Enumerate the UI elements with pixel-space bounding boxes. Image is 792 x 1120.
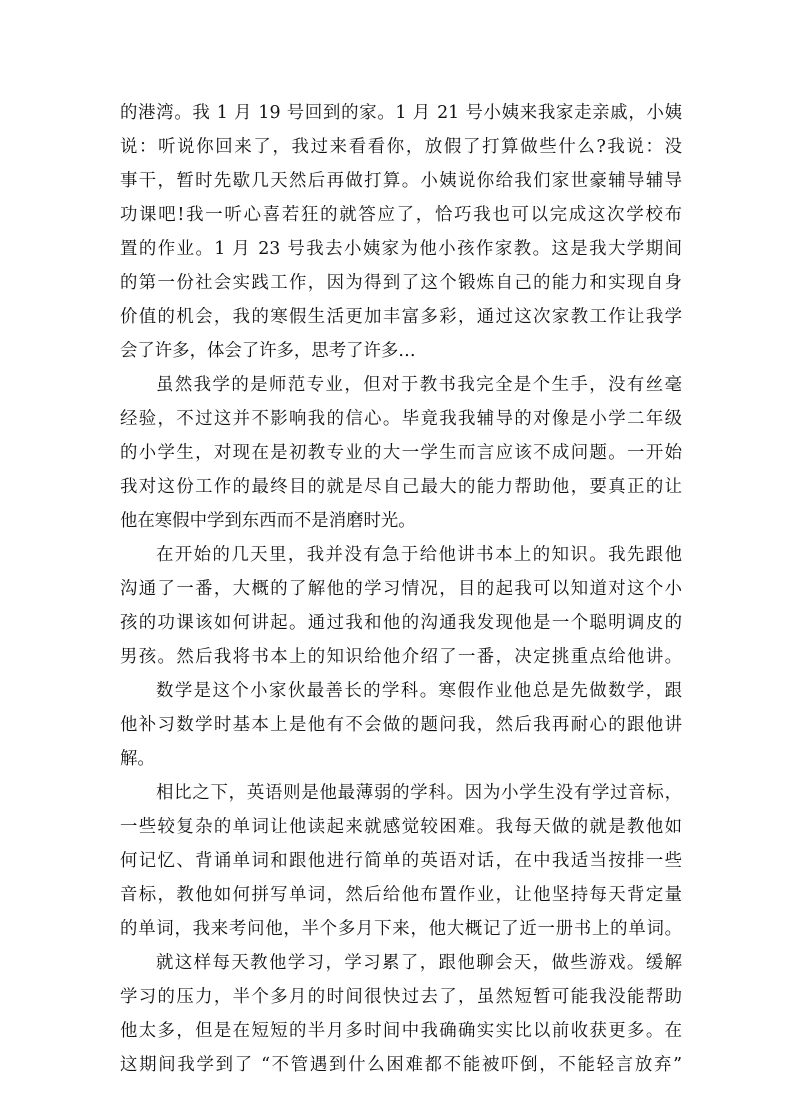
text-line: 一些较复杂的单词让他读起来就感觉较困难。我每天做的就是教他如	[120, 817, 682, 837]
document-page	[120, 96, 682, 1082]
text-line: 虽然我学的是师范专业，但对于教书我完全是个生手，没有丝毫	[156, 375, 682, 395]
text-line: 解。	[120, 749, 155, 769]
paragraph-6	[120, 946, 682, 1082]
text-line: 相比之下，英语则是他最薄弱的学科。因为小学生没有学过音标，	[156, 783, 682, 803]
text-line: 沟通了一番，大概的了解他的学习情况，目的起我可以知道对这个小	[120, 579, 682, 599]
paragraph-2	[120, 368, 682, 538]
text-line: 经验，不过这并不影响我的信心。毕竟我我辅导的对像是小学二年级	[120, 409, 682, 429]
text-line: 这期间我学到了 “不管遇到什么困难都不能被吓倒，不能轻言放弃”	[120, 1055, 682, 1075]
text-line: 置的作业。1 月 23 号我去小姨家为他小孩作家教。这是我大学期间	[120, 239, 682, 259]
text-line: 就这样每天教他学习，学习累了，跟他聊会天，做些游戏。缓解	[156, 953, 682, 973]
text-line: 他在寒假中学到东西而不是消磨时光。	[120, 511, 416, 531]
text-line: 的单词，我来考问他，半个多月下来，他大概记了近一册书上的单词。	[120, 919, 682, 939]
paragraph-3	[120, 538, 682, 674]
paragraph-5	[120, 776, 682, 946]
text-line: 在开始的几天里，我并没有急于给他讲书本上的知识。我先跟他	[156, 545, 682, 565]
text-line: 孩的功课该如何讲起。通过我和他的沟通我发现他是一个聪明调皮的	[120, 613, 682, 633]
text-line: 价值的机会，我的寒假生活更加丰富多彩，通过这次家教工作让我学	[120, 307, 682, 327]
text-line: 功课吧!我一听心喜若狂的就答应了，恰巧我也可以完成这次学校布	[120, 205, 682, 225]
text-line: 音标，教他如何拼写单词，然后给他布置作业，让他坚持每天背定量	[120, 885, 682, 905]
text-line: 会了许多，体会了许多，思考了许多…	[120, 341, 416, 361]
text-line: 的港湾。我 1 月 19 号回到的家。1 月 21 号小姨来我家走亲戚，小姨	[120, 103, 682, 123]
text-line: 学习的压力，半个多月的时间很快过去了，虽然短暂可能我没能帮助	[120, 987, 682, 1007]
text-line: 数学是这个小家伙最善长的学科。寒假作业他总是先做数学，跟	[156, 681, 682, 701]
paragraph-1	[120, 96, 682, 368]
text-line: 他太多，但是在短短的半月多时间中我确确实实比以前收获更多。在	[120, 1021, 682, 1041]
text-line: 他补习数学时基本上是他有不会做的题问我，然后我再耐心的跟他讲	[120, 715, 682, 735]
paragraph-4	[120, 674, 682, 776]
text-line: 男孩。然后我将书本上的知识给他介绍了一番，决定挑重点给他讲。	[120, 647, 682, 667]
text-line: 说：听说你回来了，我过来看看你，放假了打算做些什么?我说：没	[120, 137, 682, 157]
text-line: 事干，暂时先歇几天然后再做打算。小姨说你给我们家世豪辅导辅导	[120, 171, 682, 191]
text-line: 的小学生，对现在是初教专业的大一学生而言应该不成问题。一开始	[120, 443, 682, 463]
text-line: 我对这份工作的最终目的就是尽自己最大的能力帮助他，要真正的让	[120, 477, 682, 497]
text-line: 何记忆、背诵单词和跟他进行简单的英语对话，在中我适当按排一些	[120, 851, 682, 871]
text-line: 的第一份社会实践工作，因为得到了这个锻炼自己的能力和实现自身	[120, 273, 682, 293]
